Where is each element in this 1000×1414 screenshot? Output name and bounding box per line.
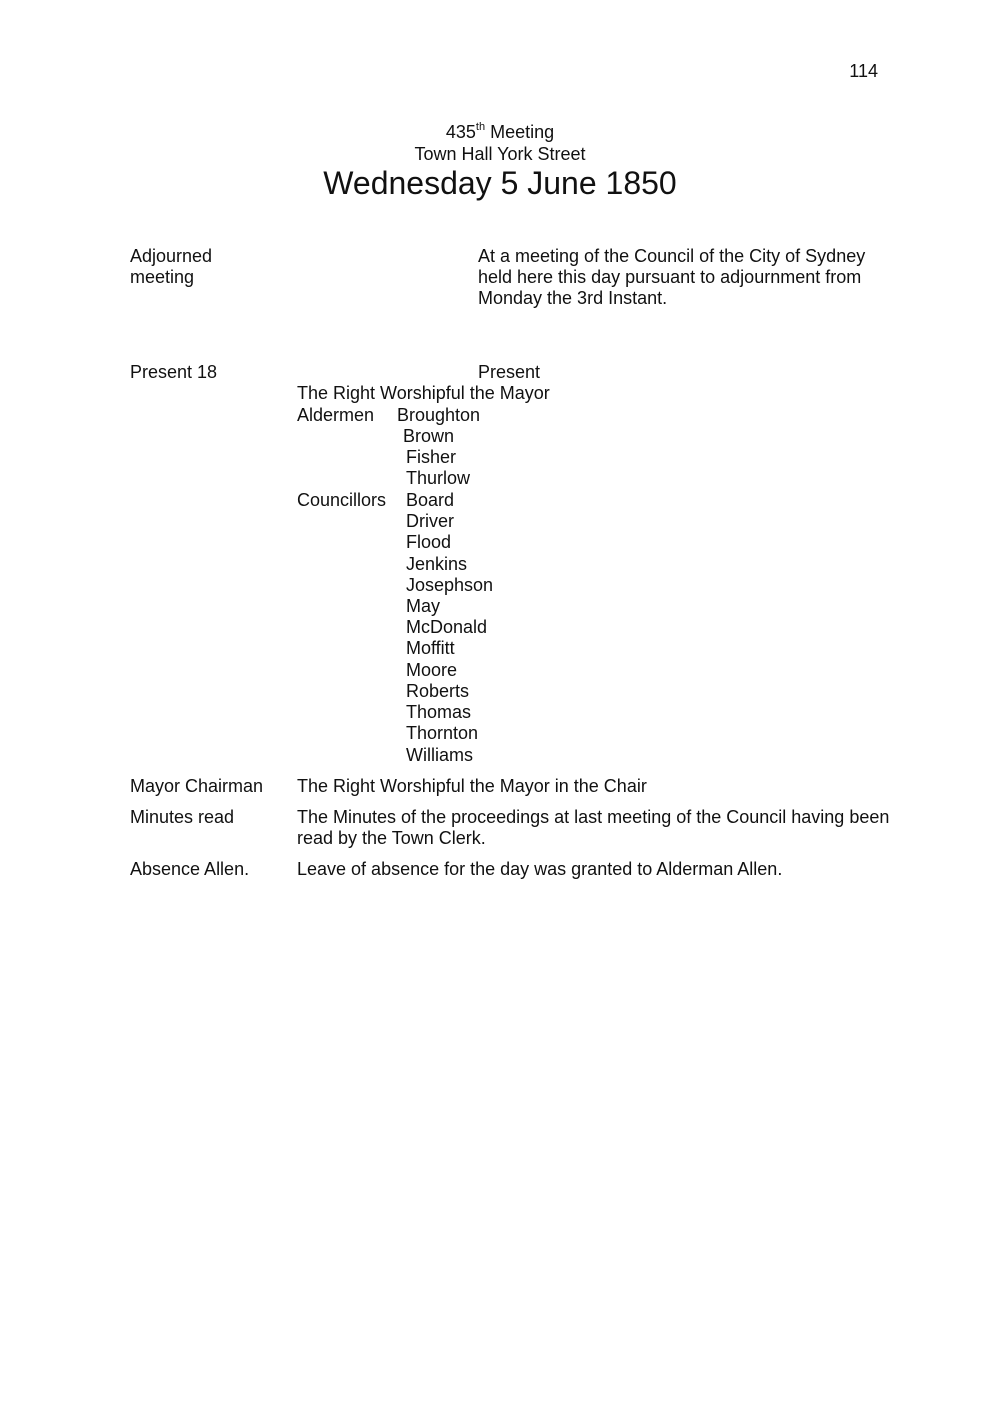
councillor-name: Jenkins — [406, 554, 468, 574]
meeting-number-suffix: th — [475, 121, 486, 133]
meeting-word: Meeting — [485, 122, 555, 142]
adjourned-meeting-text: At a meeting of the Council of the City of Sydney held here this day pursuant to adjournment from Monday the 3rd Instant. — [478, 246, 866, 308]
councillor-name: Roberts — [406, 681, 470, 701]
page-number: 114 — [849, 61, 878, 81]
meeting-date-heading: Wednesday 5 June 1850 — [323, 165, 677, 201]
councillor-name: Josephson — [406, 575, 494, 595]
councillor-name: Board — [406, 490, 455, 510]
margin-note-minutes-read: Minutes read — [130, 807, 235, 827]
aldermen-label: Aldermen — [297, 405, 375, 425]
councillor-name: Thomas — [406, 702, 472, 722]
councillor-name: Moore — [406, 660, 458, 680]
alderman-name: Brown — [403, 426, 455, 446]
meeting-number-value: 435 — [445, 122, 476, 142]
entry-mayor-chairman-text: The Right Worshipful the Mayor in the Chair — [297, 776, 647, 796]
meeting-venue: Town Hall York Street — [414, 144, 586, 164]
present-mayor: The Right Worshipful the Mayor — [297, 383, 550, 403]
margin-note-mayor-chairman: Mayor Chairman — [130, 776, 264, 796]
alderman-name: Thurlow — [406, 468, 471, 488]
margin-note-absence: Absence Allen. — [130, 859, 250, 879]
entry-absence-text: Leave of absence for the day was granted to Alderman Allen. — [297, 859, 783, 879]
councillor-name: May — [406, 596, 441, 616]
councillor-name: Williams — [406, 745, 473, 765]
alderman-name: Fisher — [406, 447, 457, 467]
councillor-name: McDonald — [406, 617, 488, 637]
alderman-name: Broughton — [397, 405, 481, 425]
margin-note-adjourned: Adjourned — [130, 246, 213, 266]
councillors-label: Councillors — [297, 490, 387, 510]
councillor-name: Moffitt — [406, 638, 455, 658]
meeting-number — [0, 122, 1000, 143]
councillor-name: Driver — [406, 511, 454, 531]
present-heading: Present — [478, 362, 541, 382]
councillor-name: Flood — [406, 532, 452, 552]
entry-minutes-read-text: The Minutes of the proceedings at last meeting of the Council having been read by the Town Clerk. — [297, 807, 890, 848]
margin-note-meeting: meeting — [130, 267, 195, 287]
councillor-name: Thornton — [406, 723, 479, 743]
margin-note-present: Present 18 — [130, 362, 218, 382]
